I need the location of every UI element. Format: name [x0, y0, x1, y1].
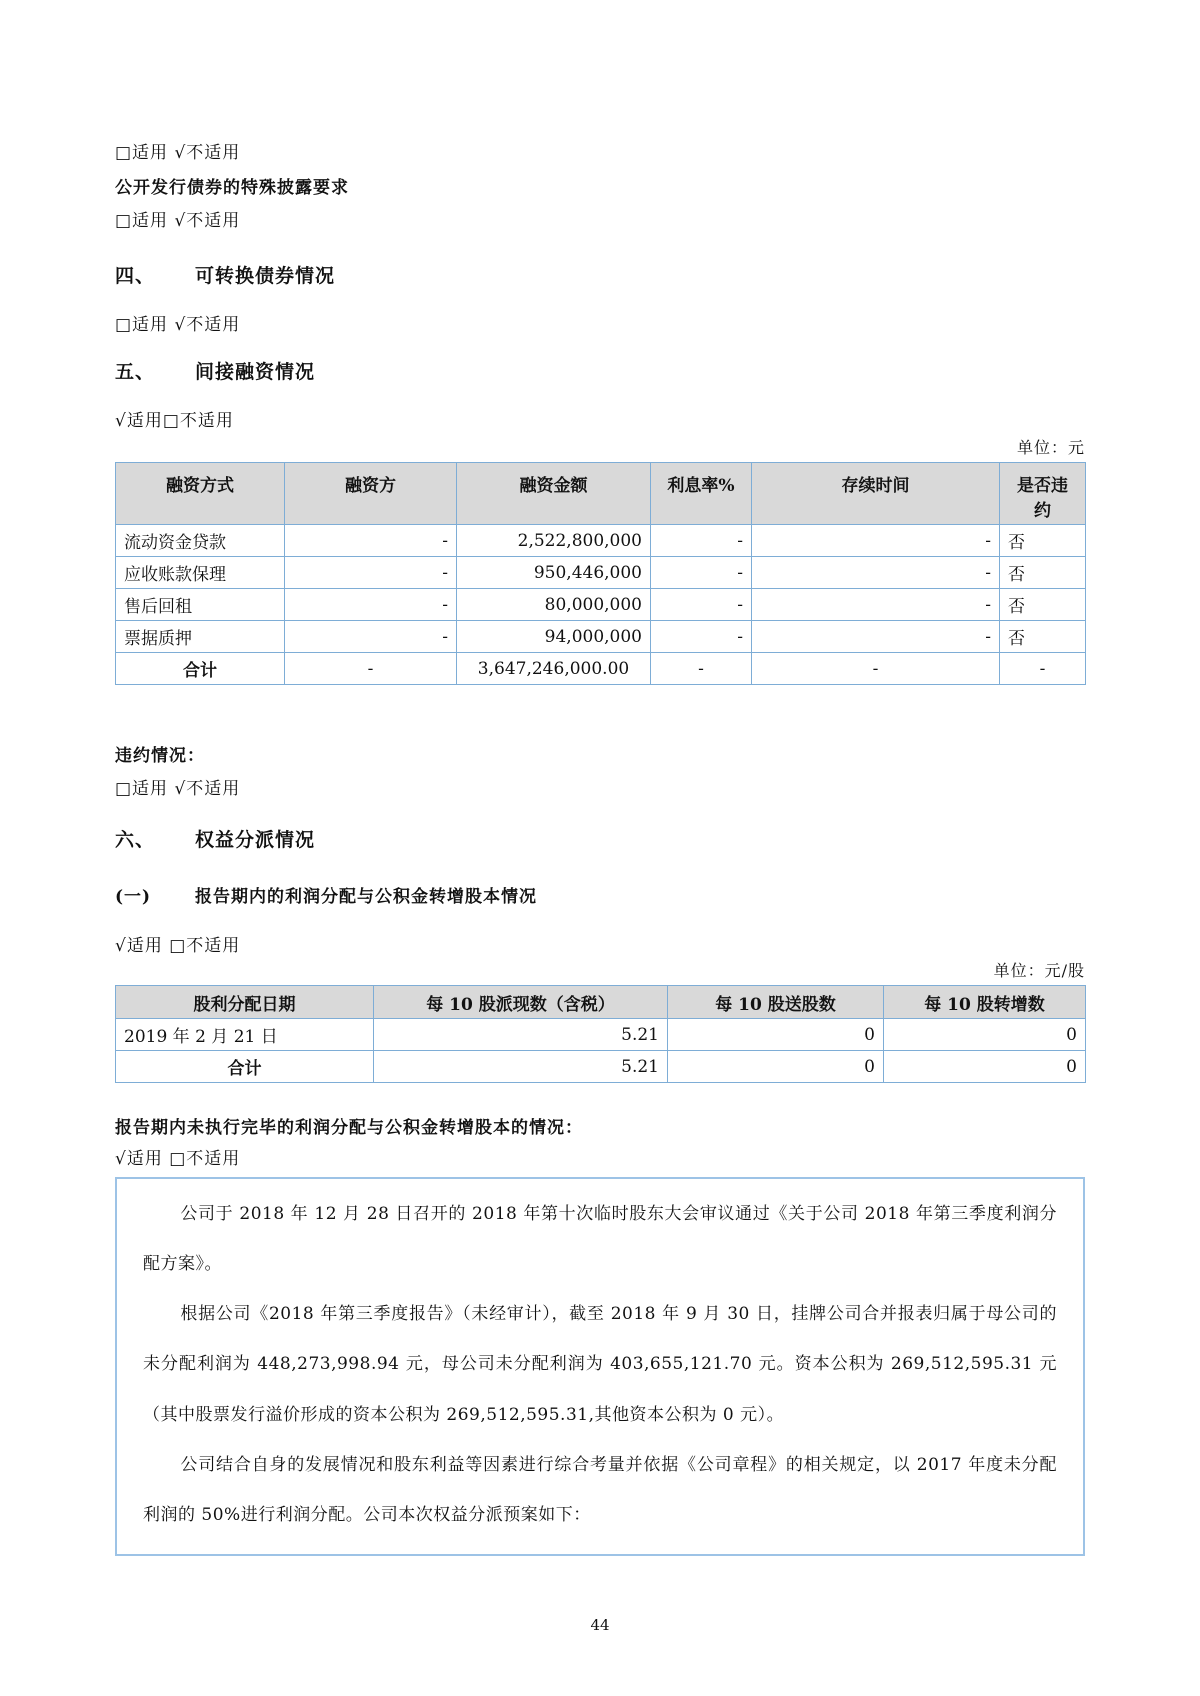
document-content: [115, 0, 1085, 1556]
header-bonus-per-10: 每 10 股送股数: [668, 986, 884, 1019]
cell-rate: -: [651, 557, 752, 589]
cell-rate: -: [651, 525, 752, 557]
cell-duration: -: [752, 557, 1000, 589]
total-label: 合计: [116, 1051, 374, 1083]
section5-number: 五、: [115, 361, 156, 383]
cell-amount: 80,000,000: [457, 589, 651, 621]
subsection-heading: [115, 882, 1085, 907]
resolution-info-box: [115, 1177, 1085, 1556]
cell-breach: 否: [1000, 589, 1086, 621]
section5-heading: [115, 357, 1085, 384]
header-breach: 是否违约: [1000, 463, 1086, 525]
cell-dividend-date: 2019 年 2 月 21 日: [116, 1019, 374, 1051]
total-amount: 3,647,246,000.00: [457, 653, 651, 685]
cell-amount: 94,000,000: [457, 621, 651, 653]
applicable-line: □适用 √不适用: [115, 315, 241, 335]
cell-amount: 2,522,800,000: [457, 525, 651, 557]
cell-method: 票据质押: [116, 621, 285, 653]
header-interest-rate: 利息率%: [651, 463, 752, 525]
header-dividend-date: 股利分配日期: [116, 986, 374, 1019]
paragraph: 根据公司《2018 年第三季度报告》（未经审计），截至 2018 年 9 月 30 日，挂牌公司合并报表归属于母公司的未分配利润为 448,273,998.94 元，母公司未分配利润为 403,655,121.70 元。资本公积为 269,512,595.31 元（其中股票发行溢价形成的资本公积为 269,512,595.31,其他资本公积为 0 元）。: [143, 1304, 1057, 1425]
header-cash-per-10: 每 10 股派现数（含税）: [374, 986, 668, 1019]
subsection-number: (一): [115, 887, 152, 907]
section6-number: 六、: [115, 829, 156, 851]
cell-cash: 5.21: [374, 1019, 668, 1051]
cell-transfer: 0: [884, 1019, 1086, 1051]
cell-method: 售后回租: [116, 589, 285, 621]
total-transfer: 0: [884, 1051, 1086, 1083]
cell-breach: 否: [1000, 557, 1086, 589]
total-party: -: [285, 653, 457, 685]
section5-title: 间接融资情况: [195, 361, 316, 383]
table-row: [116, 621, 1086, 653]
financing-table: [115, 462, 1086, 685]
header-financing-party: 融资方: [285, 463, 457, 525]
cell-party: -: [285, 525, 457, 557]
section6-heading: [115, 825, 1085, 852]
table-row: [116, 1019, 1086, 1051]
cell-breach: 否: [1000, 621, 1086, 653]
unit-label: 单位：元: [1016, 438, 1085, 457]
paragraph: 公司于 2018 年 12 月 28 日召开的 2018 年第十次临时股东大会审议通过《关于公司 2018 年第三季度利润分配方案》。: [143, 1204, 1057, 1275]
table-total-row: [116, 1051, 1086, 1083]
dividend-table-header-row: [116, 986, 1086, 1019]
breach-title: 违约情况：: [115, 746, 205, 766]
unit-label: 单位：元/股: [993, 961, 1085, 980]
total-breach: -: [1000, 653, 1086, 685]
cell-method: 应收账款保理: [116, 557, 285, 589]
header-financing-amount: 融资金额: [457, 463, 651, 525]
section4-heading: [115, 261, 1085, 288]
cell-duration: -: [752, 525, 1000, 557]
section6-title: 权益分派情况: [195, 829, 316, 851]
unexecuted-title: 报告期内未执行完毕的利润分配与公积金转增股本的情况：: [115, 1118, 583, 1138]
applicable-line: □适用 √不适用: [115, 143, 241, 163]
total-cash: 5.21: [374, 1051, 668, 1083]
total-label: 合计: [116, 653, 285, 685]
header-transfer-per-10: 每 10 股转增数: [884, 986, 1086, 1019]
cell-method: 流动资金贷款: [116, 525, 285, 557]
financing-table-header-row: [116, 463, 1086, 525]
applicable-line: √适用□不适用: [115, 411, 234, 431]
cell-rate: -: [651, 589, 752, 621]
header-duration: 存续时间: [752, 463, 1000, 525]
table-row: [116, 557, 1086, 589]
applicable-line: √适用 □不适用: [115, 1149, 241, 1169]
paragraph: 公司结合自身的发展情况和股东利益等因素进行综合考量并依据《公司章程》的相关规定，以 2017 年度未分配利润的 50%进行利润分配。公司本次权益分派预案如下：: [143, 1454, 1057, 1525]
total-rate: -: [651, 653, 752, 685]
header-financing-method: 融资方式: [116, 463, 285, 525]
table-total-row: [116, 653, 1086, 685]
total-duration: -: [752, 653, 1000, 685]
total-bonus: 0: [668, 1051, 884, 1083]
dividend-table: [115, 985, 1086, 1083]
page-number: 44: [590, 1616, 610, 1634]
applicable-line: □适用 √不适用: [115, 779, 241, 799]
cell-bonus: 0: [668, 1019, 884, 1051]
table-row: [116, 589, 1086, 621]
cell-duration: -: [752, 621, 1000, 653]
bond-disclosure-title: 公开发行债券的特殊披露要求: [115, 178, 349, 198]
cell-party: -: [285, 557, 457, 589]
cell-breach: 否: [1000, 525, 1086, 557]
cell-rate: -: [651, 621, 752, 653]
section4-title: 可转换债券情况: [195, 265, 336, 287]
cell-amount: 950,446,000: [457, 557, 651, 589]
applicable-line: √适用 □不适用: [115, 936, 241, 956]
applicable-line: □适用 √不适用: [115, 211, 241, 231]
cell-party: -: [285, 621, 457, 653]
section4-number: 四、: [115, 265, 156, 287]
subsection-title: 报告期内的利润分配与公积金转增股本情况: [195, 887, 537, 907]
table-row: [116, 525, 1086, 557]
cell-duration: -: [752, 589, 1000, 621]
cell-party: -: [285, 589, 457, 621]
